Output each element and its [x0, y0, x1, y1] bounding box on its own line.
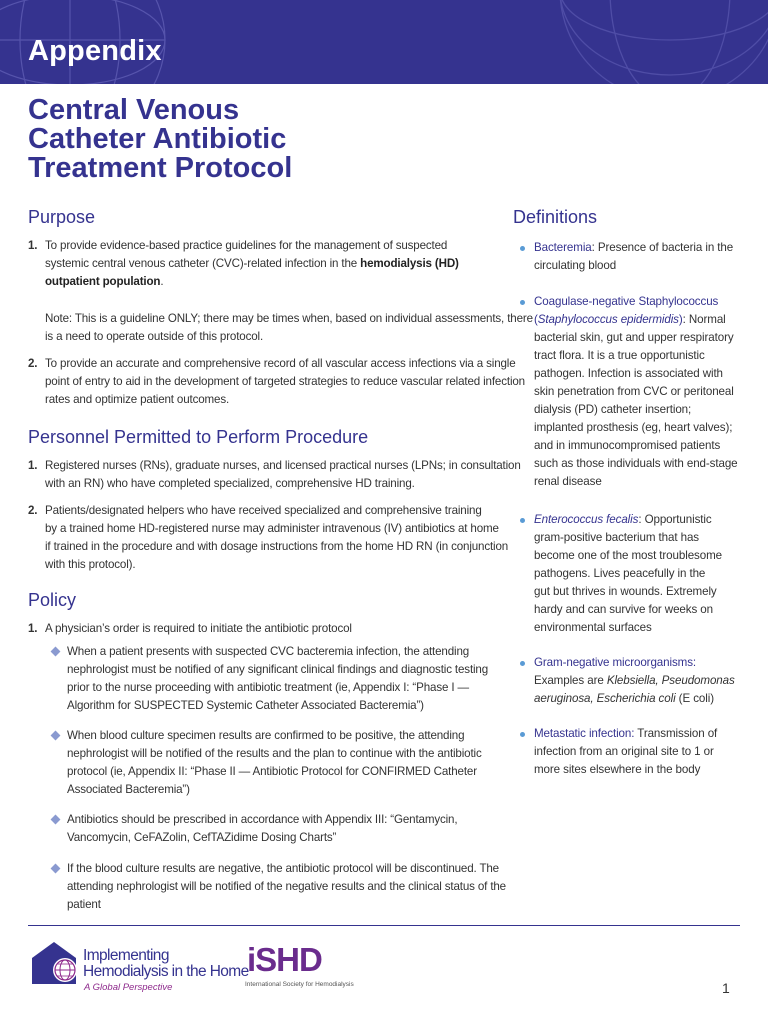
subitem-text: protocol (ie, Appendix II: “Phase II — Antibiotic Protocol for CONFIRMED Catheter	[67, 765, 477, 778]
subitem-text: nephrologist will be notified of the results and the plan to continue with the antibiotic	[67, 747, 482, 760]
policy-heading: Policy	[28, 590, 77, 610]
definition-term: Enterococcus fecalis	[534, 513, 639, 526]
item-text: point of entry to aid in the development of targeted strategies to reduce vascular related infection	[45, 375, 525, 388]
policy-subitem	[52, 811, 502, 847]
definition-term: Bacteremia	[534, 241, 592, 254]
item-text: if trained in the procedure and with dosage instructions from the home HD RN (in conjunction	[45, 540, 509, 553]
item-text: A physician’s order is required to initiate the antibiotic protocol	[45, 622, 352, 635]
policy-item-1	[28, 620, 498, 638]
definition-item: Bacteremia: Presence of bacteria in the circulating blood	[520, 239, 760, 275]
title-line: Central Venous	[28, 94, 240, 126]
item-number: 1.	[28, 459, 38, 472]
footer-divider	[28, 925, 740, 926]
item-text: Registered nurses (RNs), graduate nurses, and licensed practical nurses (LPNs; in consultation	[45, 459, 521, 472]
policy-subitem	[52, 727, 502, 799]
purpose-heading: Purpose	[28, 207, 96, 227]
note-text: is a need to operate outside of this protocol.	[45, 330, 264, 343]
purpose-item-2	[28, 355, 525, 409]
item-text: To provide evidence-based practice guidelines for the management of suspected	[45, 239, 448, 252]
definition-text: environmental surfaces	[534, 621, 652, 634]
definition-item: Gram-negative microorganisms: Examples are Klebsiella, Pseudomonas aeruginosa, Escherichia coli (E coli)	[520, 654, 760, 708]
banner-title: Appendix	[28, 35, 162, 67]
subitem-text: nephrologist must be notified of any significant clinical findings and diagnostic testing	[67, 663, 489, 676]
item-number: 2.	[28, 357, 38, 370]
definition-text: renal disease	[534, 475, 602, 488]
bullet-dot-icon	[520, 300, 525, 305]
logo-text: iSHD	[247, 941, 322, 978]
bullet-dot-icon	[520, 246, 525, 251]
item-text: systemic central venous catheter (CVC)-related infection in the hemodialysis (HD)	[45, 257, 459, 270]
policy-subitem	[52, 860, 506, 914]
document-title	[28, 96, 498, 183]
bullet-dot-icon	[520, 732, 525, 737]
definition-text: pathogen. Infection is associated with	[534, 367, 723, 380]
page-number: 1	[722, 980, 730, 996]
house-globe-icon	[32, 940, 82, 986]
item-text: with this protocol).	[45, 558, 136, 571]
logo-text: Hemodialysis in the Home	[83, 963, 249, 980]
item-text: rates and optimize patient outcomes.	[45, 393, 230, 406]
subitem-text: Associated Bacteremia”)	[67, 783, 190, 796]
subitem-text: When blood culture specimen results are confirmed to be positive, the attending	[67, 729, 465, 742]
subitem-text: Algorithm for SUSPECTED Systemic Catheter Associated Bacteremia”)	[67, 699, 424, 712]
definition-text: pathogens. Lives peacefully in the	[534, 567, 706, 580]
note-text: Note: This is a guideline ONLY; there may be times when, based on individual assessments, there	[45, 312, 533, 325]
definition-text: implanted prosthesis (eg, heart valves);	[534, 421, 733, 434]
logo-text: Implementing	[83, 947, 169, 964]
item-text: by a trained home HD-registered nurse may administer intravenous (IV) antibiotics at home	[45, 522, 499, 535]
definitions-heading: Definitions	[513, 207, 598, 227]
implementing-hemodialysis-logo	[32, 938, 249, 996]
personnel-item-1	[28, 457, 521, 493]
title-line: Treatment Protocol	[28, 152, 293, 184]
subitem-text: If the blood culture results are negative, the antibiotic protocol will be discontinued. The	[67, 862, 499, 875]
definition-text: such as those individuals with end-stage	[534, 457, 738, 470]
subitem-text: patient	[67, 898, 101, 911]
logo-subtitle: A Global Perspective	[84, 982, 173, 993]
item-text: Patients/designated helpers who have received specialized and comprehensive training	[45, 504, 482, 517]
definition-item: Metastatic infection: Transmission of infection from an original site to 1 or more sites elsewhere in the body	[520, 725, 760, 779]
personnel-heading: Personnel Permitted to Perform Procedure	[28, 427, 369, 447]
subitem-text: Vancomycin, CeFAZolin, CefTAZidime Dosing Charts”	[67, 831, 337, 844]
bullet-dot-icon	[520, 518, 525, 523]
definition-text: skin penetration from CVC or peritoneal	[534, 385, 734, 398]
definition-term: Gram-negative microorganisms:	[534, 656, 697, 669]
definition-text: gut but thrives in wounds. Extremely	[534, 585, 717, 598]
definition-term: Coagulase-negative Staphylococcus	[534, 295, 719, 308]
item-number: 1.	[28, 622, 38, 635]
definition-text: bacterial skin, gut and upper respiratory	[534, 331, 734, 344]
subitem-text: attending nephrologist will be notified of the negative results and the clinical status of the	[67, 880, 506, 893]
policy-subitem	[52, 643, 502, 715]
purpose-item-1	[28, 237, 498, 291]
item-number: 1.	[28, 239, 38, 252]
ishd-logo	[245, 940, 375, 995]
definition-item: Enterococcus fecalis: Opportunistic gram-positive bacterium that has become one of the most troublesome pathogens. Lives peacefully in the gut but thrives in wounds. Extremely hardy and can survive for weeks on environmental surfaces	[520, 511, 760, 637]
definition-text: more sites elsewhere in the body	[534, 763, 701, 776]
subitem-text: When a patient presents with suspected CVC bacteremia infection, the attending	[67, 645, 470, 658]
definition-text: hardy and can survive for weeks on	[534, 603, 713, 616]
purpose-note	[45, 310, 533, 346]
bullet-dot-icon	[520, 661, 525, 666]
definition-text: infection from an original site to 1 or	[534, 745, 714, 758]
definition-text: become one of the most troublesome	[534, 549, 723, 562]
title-line: Catheter Antibiotic	[28, 123, 287, 155]
item-text: To provide an accurate and comprehensive record of all vascular access infections via a single	[45, 357, 516, 370]
subitem-text: Antibiotics should be prescribed in accordance with Appendix III: “Gentamycin,	[67, 813, 458, 826]
personnel-item-2	[28, 502, 509, 574]
logo-subtitle: International Society for Hemodialysis	[245, 981, 354, 988]
subitem-text: prior to the nurse proceeding with antibiotic treatment (ie, Appendix I: “Phase I —	[67, 681, 469, 694]
item-text: with an RN) who have completed specialized, comprehensive HD training.	[45, 477, 415, 490]
definition-text: gram-positive bacterium that has	[534, 531, 699, 544]
definition-item: Coagulase-negative Staphylococcus (Staphylococcus epidermidis): Normal bacterial skin, gut and upper respiratory tract flora. It is a true opportunistic pathogen. Infection is associated with skin penetration from CVC or peritoneal dialysis (PD) catheter insertion; implanted prosthesis (eg, heart valves); and in immunocompromised patients such as those individuals with end-stage renal disease	[520, 293, 760, 491]
item-number: 2.	[28, 504, 38, 517]
header-banner	[0, 0, 768, 84]
definition-text: and in immunocompromised patients	[534, 439, 721, 452]
definition-text: circulating blood	[534, 259, 617, 272]
definition-text: dialysis (PD) catheter insertion;	[534, 403, 692, 416]
definition-term: Metastatic infection:	[534, 727, 635, 740]
definition-text: tract flora. It is a true opportunistic	[534, 349, 705, 362]
item-text: outpatient population.	[45, 275, 164, 288]
